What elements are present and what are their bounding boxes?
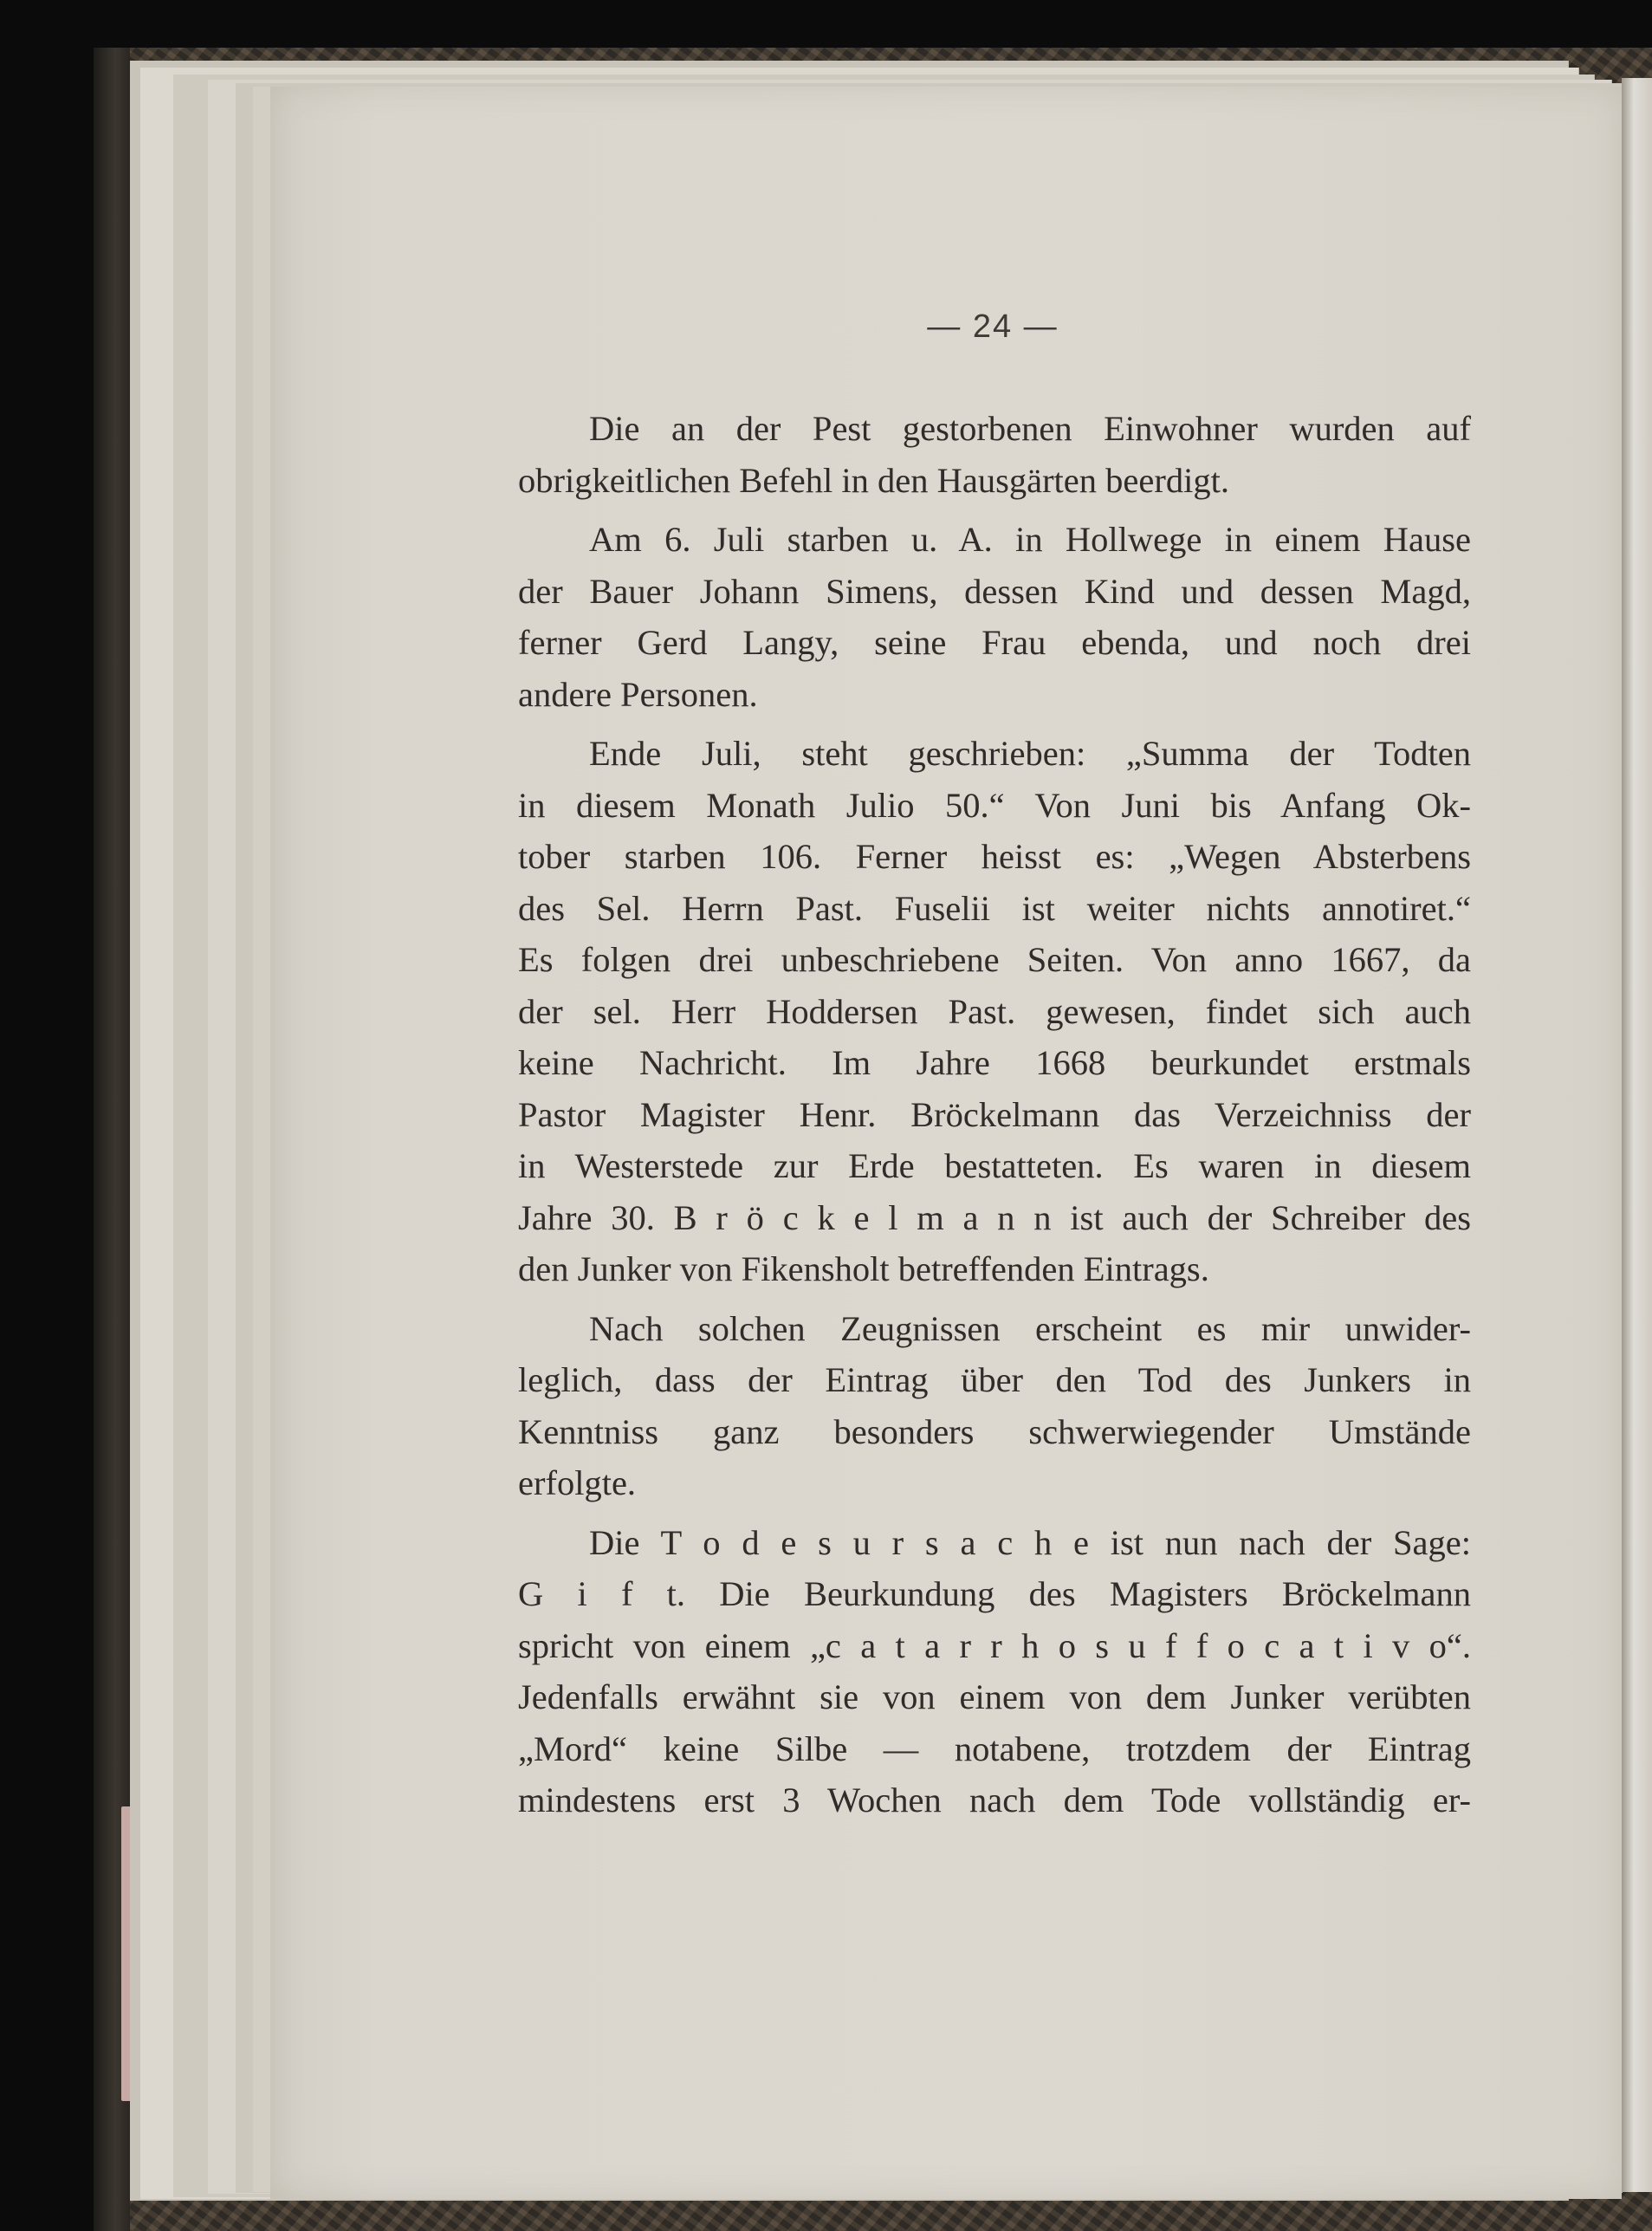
text-line: des Sel. Herrn Past. Fuselii ist weiter nichts annotiret.“ <box>518 888 1471 928</box>
text-line: Am 6. Juli starben u. A. in Hollwege in einem Hause <box>589 520 1471 559</box>
paragraph <box>518 1303 1471 1509</box>
text-line: obrigkeitlichen Befehl in den Hausgärten beerdigt. <box>518 460 1229 500</box>
book-gutter <box>1622 78 1652 2192</box>
text-line: spricht von einem „c a t a r r h o s u f f o c a t i v o“. <box>518 1625 1471 1665</box>
text-line: Kenntniss ganz besonders schwerwiegender Umstände <box>518 1411 1471 1451</box>
text-line: ferner Gerd Langy, seine Frau ebenda, und noch drei <box>518 623 1471 662</box>
page-body-text <box>518 403 1471 1834</box>
text-line: keine Nachricht. Im Jahre 1668 beurkundet erstmals <box>518 1043 1471 1082</box>
text-line: Nach solchen Zeugnissen erscheint es mir unwider- <box>589 1308 1471 1348</box>
text-line: in Westerstede zur Erde bestatteten. Es waren in diesem <box>518 1146 1471 1185</box>
text-line: der Bauer Johann Simens, dessen Kind und dessen Magd, <box>518 571 1471 611</box>
text-line: erfolgte. <box>518 1463 637 1502</box>
text-line: Es folgen drei unbeschriebene Seiten. Von anno 1667, da <box>518 940 1471 979</box>
text-line: den Junker von Fikensholt betreffenden Eintrags. <box>518 1249 1209 1288</box>
text-line: Ende Juli, steht geschrieben: „Summa der Todten <box>589 734 1471 773</box>
text-line: der sel. Herr Hoddersen Past. gewesen, findet sich auch <box>518 991 1471 1031</box>
text-line: Jahre 30. B r ö c k e l m a n n ist auch der Schreiber des <box>518 1197 1471 1237</box>
paragraph <box>518 514 1471 720</box>
text-line: G i f t. Die Beurkundung des Magisters Bröckelmann <box>518 1574 1471 1613</box>
text-line: Die T o d e s u r s a c h e ist nun nach der Sage: <box>589 1522 1471 1562</box>
text-line: Die an der Pest gestorbenen Einwohner wurden auf <box>589 409 1471 448</box>
paragraph <box>518 1517 1471 1826</box>
text-line: in diesem Monath Julio 50.“ Von Juni bis Anfang Ok- <box>518 785 1471 825</box>
text-line: mindestens erst 3 Wochen nach dem Tode vollständig er- <box>518 1780 1471 1819</box>
page-number: — 24 — <box>927 308 1059 345</box>
paragraph <box>518 728 1471 1295</box>
text-line: „Mord“ keine Silbe — notabene, trotzdem der Eintrag <box>518 1728 1471 1768</box>
text-line: Pastor Magister Henr. Bröckelmann das Verzeichniss der <box>518 1094 1471 1134</box>
paragraph <box>518 403 1471 506</box>
text-line: leglich, dass der Eintrag über den Tod des Junkers in <box>518 1360 1471 1399</box>
text-line: andere Personen. <box>518 674 758 714</box>
text-line: tober starben 106. Ferner heisst es: „Wegen Absterbens <box>518 837 1471 876</box>
text-line: Jedenfalls erwähnt sie von einem von dem Junker verübten <box>518 1677 1471 1716</box>
